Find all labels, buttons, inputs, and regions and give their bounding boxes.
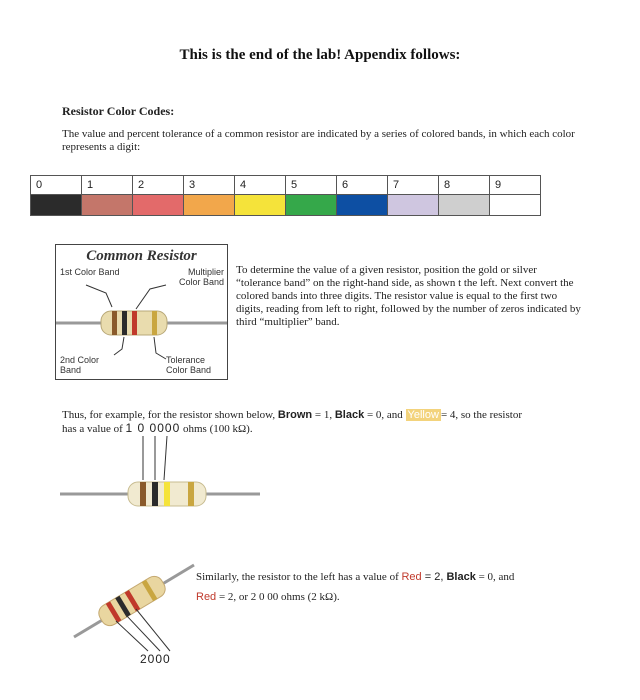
color-swatch [388,195,439,216]
digit-cell: 3 [184,176,235,195]
digit-cell: 8 [439,176,490,195]
digit-cell: 6 [337,176,388,195]
digit-cell: 4 [235,176,286,195]
tolerance-label: Tolerance Color Band [166,355,212,375]
example-resistor-drawing [60,432,260,522]
digit-cell: 1 [82,176,133,195]
common-resistor-figure [55,244,228,380]
color-swatch [133,195,184,216]
color-code-table [30,175,541,216]
color-swatch [337,195,388,216]
digit-cell: 9 [490,176,541,195]
similar-paragraph: Similarly, the resistor to the left has a value of Red = 2, Black = 0, and Red = 2, or 2 0 00 ohms (2 kΩ). [196,571,515,603]
color-swatch [184,195,235,216]
multiplier-label: Multiplier Color Band [178,267,224,287]
second-band-label: 2nd Color Band [60,355,100,375]
page-title: This is the end of the lab! Appendix follows: [179,47,461,63]
digit-cell: 5 [286,176,337,195]
color-swatch [31,195,82,216]
color-swatch [82,195,133,216]
intro-paragraph: The value and percent tolerance of a common resistor are indicated by a series of colored bands, in which each color represents a digit: [62,128,575,153]
similar-resistor-drawing [70,555,200,675]
digit-cell: 0 [31,176,82,195]
digit-cell: 7 [388,176,439,195]
resistor-drawing [56,245,227,379]
digit-cell: 2 [133,176,184,195]
figure-title: Common Resistor [86,248,197,264]
color-swatch [439,195,490,216]
section-heading: Resistor Color Codes: [62,104,175,118]
example-paragraph: Thus, for example, for the resistor shown below, Brown = 1, Black = 0, and Yellow = 4, so the resistor has a value of 1 0 0000 ohms (100 kΩ). [62,409,522,435]
example-value-digits: 1 0 0000 [125,421,181,435]
similar-value-digits: 2000 [140,652,171,666]
explanation-paragraph: To determine the value of a given resistor, position the gold or silver “tolerance band” on the right-hand side, as shown t the left. Next convert the colored bands into three digits. The resistor value is equal to the first two digits, reading from left to right, followed by the number of zeros indicated by third “multiplier” band. [236,264,581,328]
color-swatch [286,195,337,216]
color-swatch [490,195,541,216]
first-band-label: 1st Color Band [60,267,120,277]
color-swatch [235,195,286,216]
